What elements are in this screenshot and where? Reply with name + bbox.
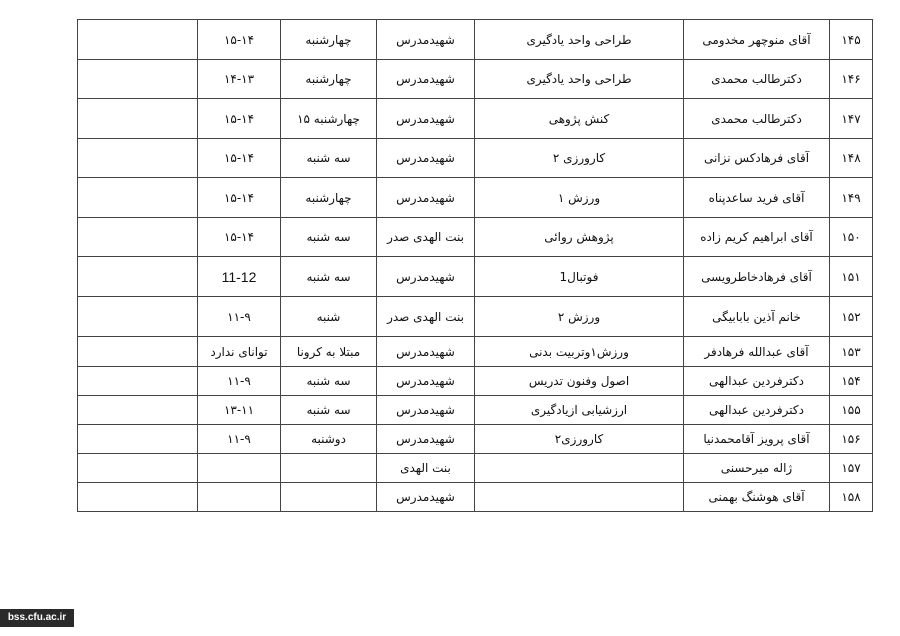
row-number-cell: ۱۴۵ [830, 20, 873, 60]
note-cell [78, 139, 198, 178]
table-row [78, 218, 873, 257]
row-number-cell: ۱۵۳ [830, 337, 873, 367]
time-slot-cell: ۱۱-۹ [198, 367, 281, 396]
time-slot-cell: ۱۵-۱۴ [198, 178, 281, 218]
course-name-cell [475, 483, 684, 512]
teacher-name-cell: دکترفردین عبدالهی [684, 367, 830, 396]
course-name-cell: اصول وفنون تدریس [475, 367, 684, 396]
note-cell [78, 396, 198, 425]
teacher-name-cell: آقای ابراهیم کریم زاده [684, 218, 830, 257]
course-name-cell: کارورزی۲ [475, 425, 684, 454]
teacher-name-cell: ژاله میرحسنی [684, 454, 830, 483]
day-cell: چهارشنبه ۱۵ [281, 99, 377, 139]
course-name-cell: فوتبال1 [475, 257, 684, 297]
table-row [78, 178, 873, 218]
row-number-cell: ۱۴۹ [830, 178, 873, 218]
day-cell: مبتلا به کرونا [281, 337, 377, 367]
note-cell [78, 483, 198, 512]
time-slot-cell [198, 483, 281, 512]
row-number-cell: ۱۵۱ [830, 257, 873, 297]
teacher-name-cell: خانم آذین بابابیگی [684, 297, 830, 337]
row-number-cell: ۱۵۶ [830, 425, 873, 454]
table-row [78, 99, 873, 139]
venue-cell: شهیدمدرس [377, 257, 475, 297]
teacher-name-cell: دکترطالب محمدی [684, 60, 830, 99]
venue-cell: بنت الهدی صدر [377, 297, 475, 337]
note-cell [78, 99, 198, 139]
row-number-cell: ۱۵۰ [830, 218, 873, 257]
day-cell: سه شنبه [281, 218, 377, 257]
table-row [78, 367, 873, 396]
teacher-name-cell: آقای فرهادکس نزانی [684, 139, 830, 178]
teacher-name-cell: آقای منوچهر مخدومی [684, 20, 830, 60]
teacher-name-cell: دکترطالب محمدی [684, 99, 830, 139]
day-cell [281, 483, 377, 512]
course-name-cell [475, 454, 684, 483]
time-slot-cell: توانای ندارد [198, 337, 281, 367]
time-slot-cell: ۱۵-۱۴ [198, 20, 281, 60]
table-row [78, 297, 873, 337]
teacher-name-cell: آقای فرهادخاطرویسی [684, 257, 830, 297]
day-cell: دوشنبه [281, 425, 377, 454]
teacher-name-cell: آقای پرویز آقامحمدنیا [684, 425, 830, 454]
table-row [78, 257, 873, 297]
venue-cell: شهیدمدرس [377, 178, 475, 218]
venue-cell: شهیدمدرس [377, 60, 475, 99]
day-cell: سه شنبه [281, 139, 377, 178]
venue-cell: شهیدمدرس [377, 139, 475, 178]
site-watermark: bss.cfu.ac.ir [0, 609, 74, 627]
time-slot-cell: ۱۱-۹ [198, 425, 281, 454]
venue-cell: بنت الهدی [377, 454, 475, 483]
course-name-cell: ورزش ۲ [475, 297, 684, 337]
note-cell [78, 337, 198, 367]
day-cell: سه شنبه [281, 396, 377, 425]
venue-cell: شهیدمدرس [377, 99, 475, 139]
row-number-cell: ۱۵۷ [830, 454, 873, 483]
day-cell: چهارشنبه [281, 178, 377, 218]
venue-cell: شهیدمدرس [377, 367, 475, 396]
note-cell [78, 218, 198, 257]
note-cell [78, 425, 198, 454]
row-number-cell: ۱۵۴ [830, 367, 873, 396]
table-row [78, 483, 873, 512]
table-row [78, 20, 873, 60]
table-row [78, 454, 873, 483]
teacher-name-cell: آقای هوشنگ بهمنی [684, 483, 830, 512]
day-cell [281, 454, 377, 483]
table-row [78, 425, 873, 454]
time-slot-cell: ۱۵-۱۴ [198, 139, 281, 178]
day-cell: چهارشنبه [281, 20, 377, 60]
venue-cell: شهیدمدرس [377, 483, 475, 512]
time-slot-cell: 11-12 [198, 257, 281, 297]
teacher-name-cell: دکترفردین عبدالهی [684, 396, 830, 425]
note-cell [78, 20, 198, 60]
time-slot-cell: ۱۴-۱۳ [198, 60, 281, 99]
venue-cell: بنت الهدی صدر [377, 218, 475, 257]
course-name-cell: طراحی واحد یادگیری [475, 20, 684, 60]
venue-cell: شهیدمدرس [377, 425, 475, 454]
time-slot-cell [198, 454, 281, 483]
venue-cell: شهیدمدرس [377, 396, 475, 425]
teacher-name-cell: آقای فرید ساعدپناه [684, 178, 830, 218]
row-number-cell: ۱۵۵ [830, 396, 873, 425]
note-cell [78, 178, 198, 218]
note-cell [78, 297, 198, 337]
venue-cell: شهیدمدرس [377, 20, 475, 60]
course-name-cell: ورزش ۱ [475, 178, 684, 218]
row-number-cell: ۱۴۷ [830, 99, 873, 139]
teacher-name-cell: آقای عبدالله فرهادفر [684, 337, 830, 367]
course-name-cell: پژوهش روائی [475, 218, 684, 257]
time-slot-cell: ۱۵-۱۴ [198, 218, 281, 257]
note-cell [78, 60, 198, 99]
table-row [78, 337, 873, 367]
row-number-cell: ۱۴۶ [830, 60, 873, 99]
row-number-cell: ۱۵۸ [830, 483, 873, 512]
note-cell [78, 454, 198, 483]
schedule-table-body [78, 20, 873, 512]
time-slot-cell: ۱۳-۱۱ [198, 396, 281, 425]
row-number-cell: ۱۵۲ [830, 297, 873, 337]
note-cell [78, 367, 198, 396]
course-name-cell: کنش پژوهی [475, 99, 684, 139]
time-slot-cell: ۱۱-۹ [198, 297, 281, 337]
venue-cell: شهیدمدرس [377, 337, 475, 367]
table-row [78, 139, 873, 178]
table-row [78, 60, 873, 99]
day-cell: شنبه [281, 297, 377, 337]
note-cell [78, 257, 198, 297]
course-name-cell: ورزش۱وتربیت بدنی [475, 337, 684, 367]
course-name-cell: طراحی واحد یادگیری [475, 60, 684, 99]
day-cell: چهارشنبه [281, 60, 377, 99]
course-name-cell: کارورزی ۲ [475, 139, 684, 178]
schedule-table [77, 19, 873, 512]
day-cell: سه شنبه [281, 257, 377, 297]
row-number-cell: ۱۴۸ [830, 139, 873, 178]
day-cell: سه شنبه [281, 367, 377, 396]
course-name-cell: ارزشیابی ازیادگیری [475, 396, 684, 425]
time-slot-cell: ۱۵-۱۴ [198, 99, 281, 139]
table-row [78, 396, 873, 425]
